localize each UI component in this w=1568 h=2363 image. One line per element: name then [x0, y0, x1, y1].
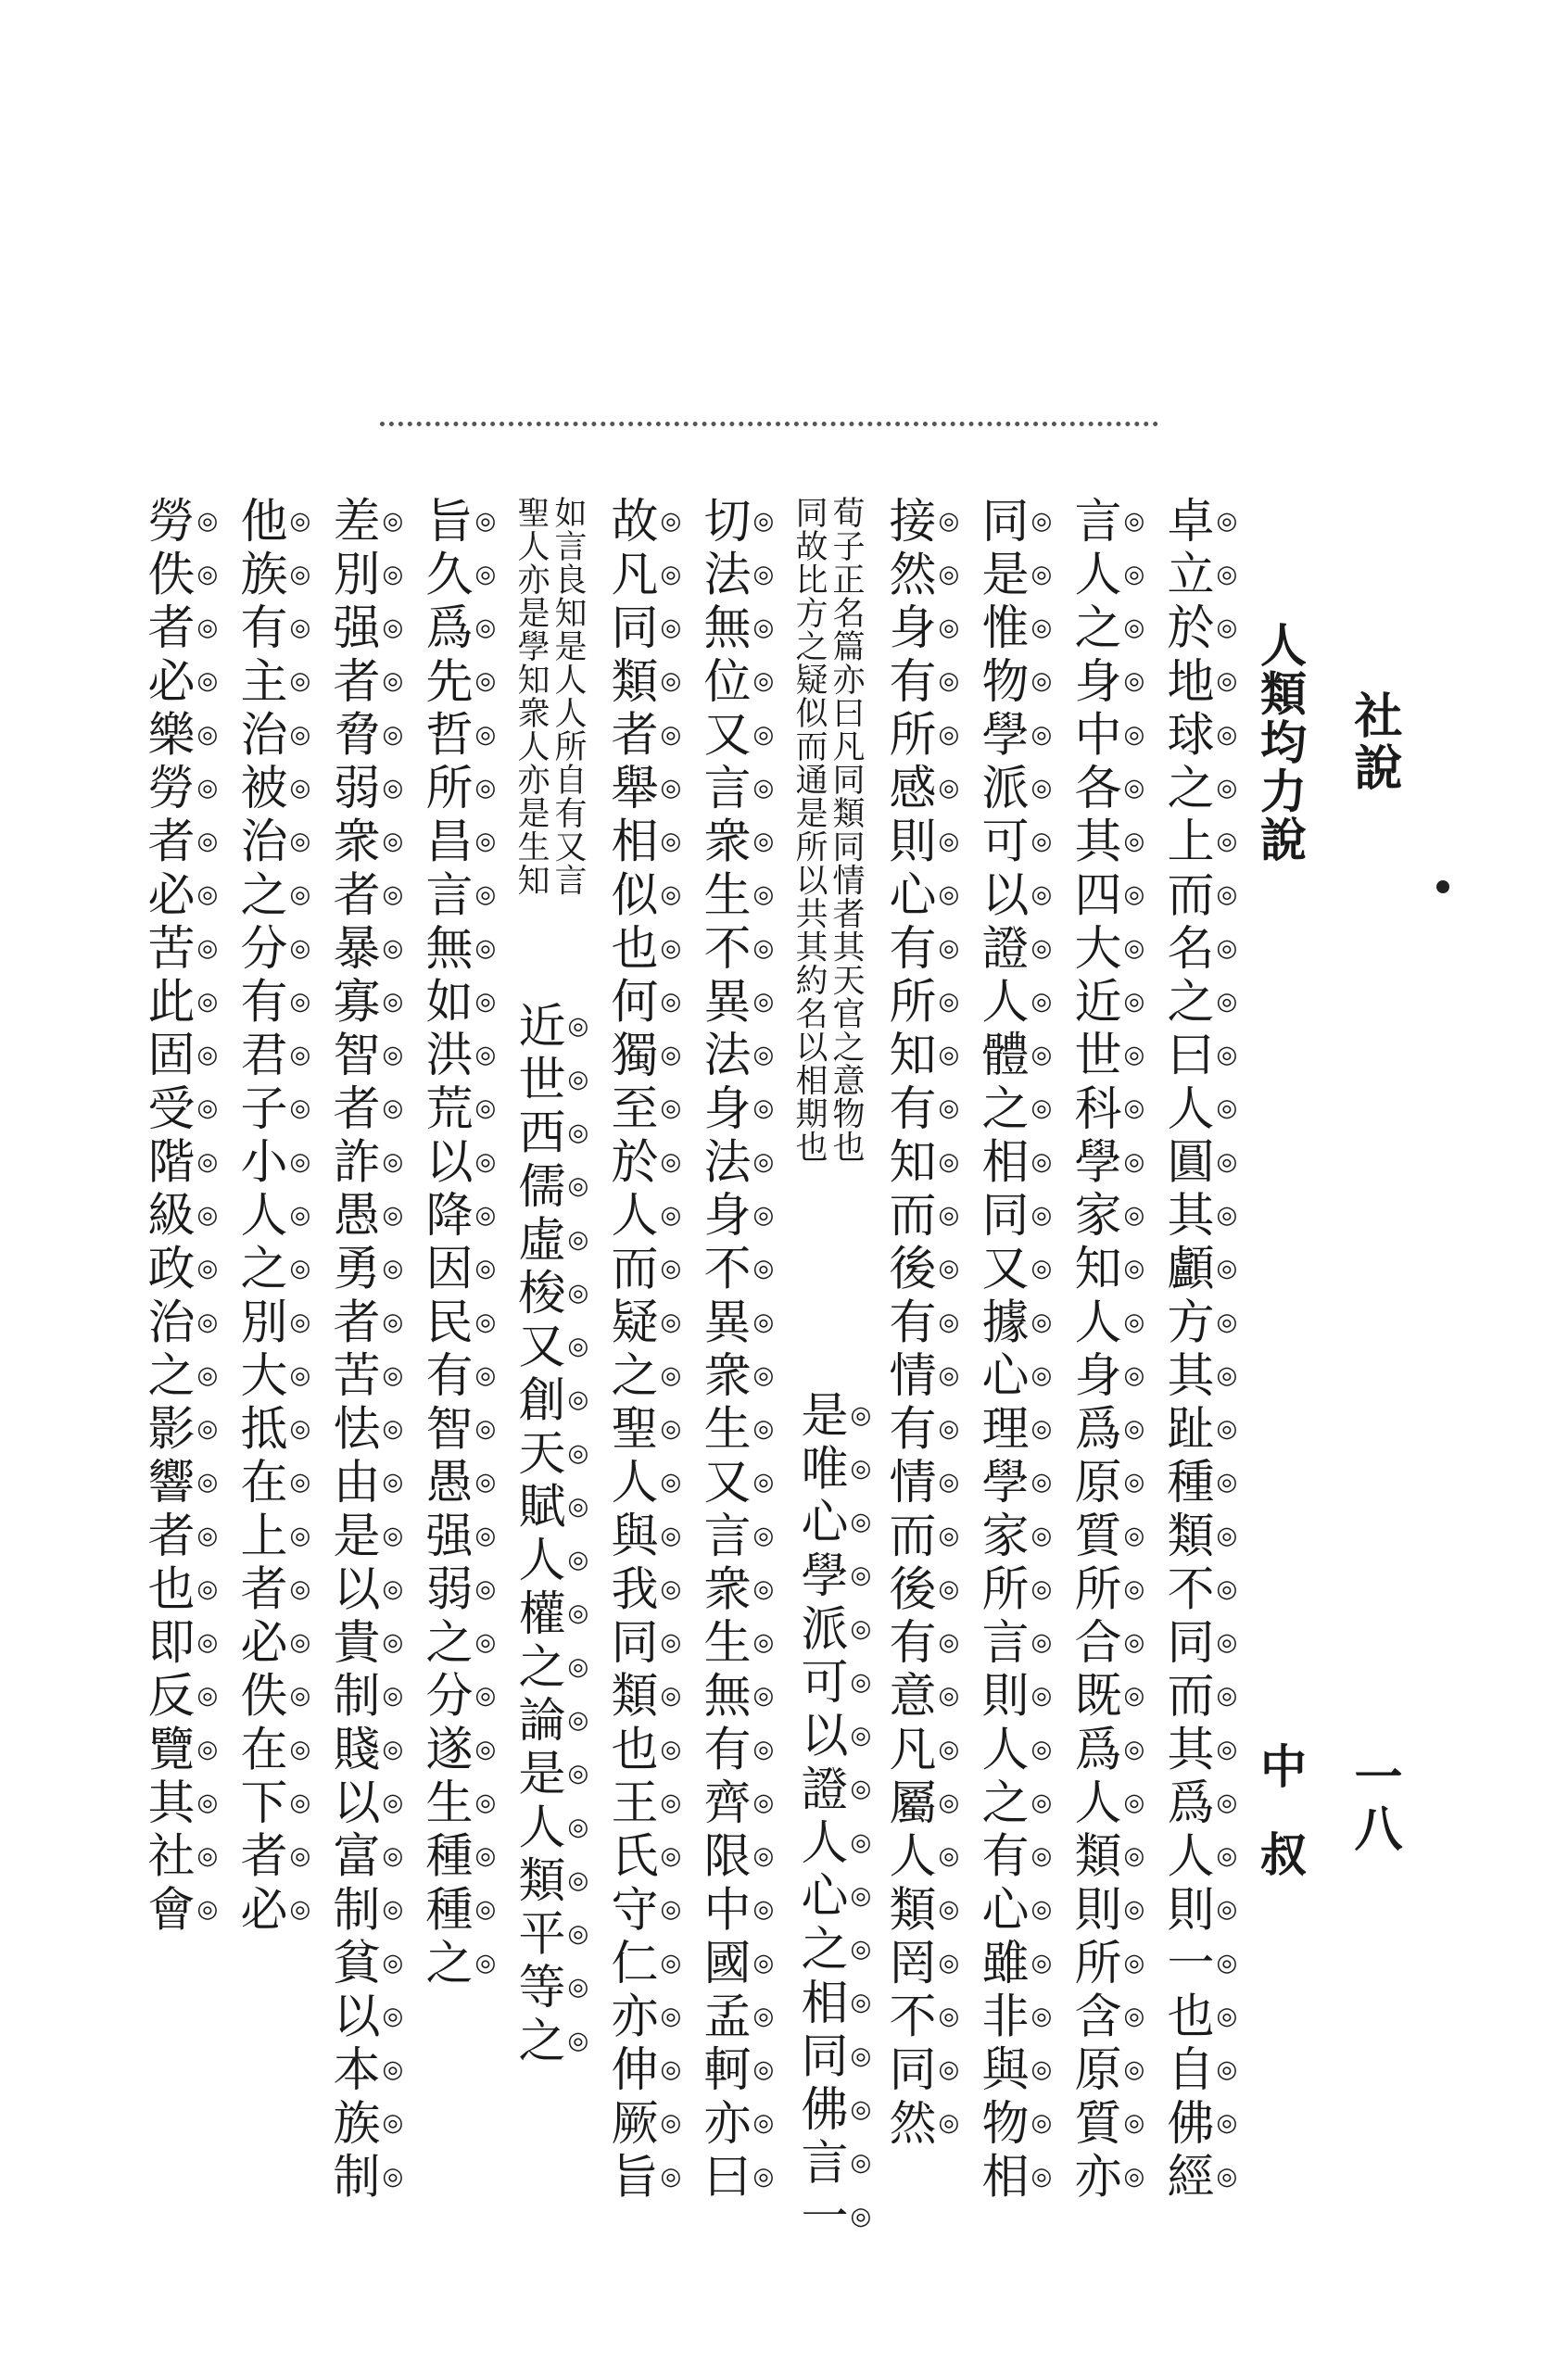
article-title: 人類均力說 [1253, 621, 1308, 865]
text-column: 切法無位又言衆生不異法身法身不異衆生又言衆生無有齊限中國孟軻亦曰 [695, 496, 750, 2205]
interlinear-note: 如言良知是人人所自有又言 [550, 496, 587, 897]
ink-dot [1436, 880, 1449, 893]
interlinear-note: 聖人亦是學知衆人亦是生知 [512, 496, 550, 897]
text-column: 差別强者脅弱衆者暴寡智者詐愚勇者苦怯由是以貴制賤以富制貧以本族制 [324, 496, 379, 2205]
text-column: 故凡同類者舉相似也何獨至於人而疑之聖人與我同類也王氏守仁亦伸厥旨 [602, 496, 657, 2205]
text-column: 勞佚者必樂勞者必苦此固受階級政治之影響者也即反覽其社會 [139, 496, 194, 1939]
interlinear-note: 荀子正名篇亦曰凡同類同情者其天官之意物也 [828, 496, 865, 1164]
text-column: 近世西儒虛梭又創天賦人權之論是人類平等之 [510, 1001, 564, 2069]
text-column: 言人之身中各其四大近世科學家知人身爲原質所合既爲人類則所含原質亦 [1066, 496, 1120, 2205]
text-column: 他族有主治被治之分有君子小人之別大抵在上者必佚在下者必 [232, 496, 286, 1939]
section-label: 社說 [1346, 690, 1402, 795]
interlinear-note: 同故比方之疑似而通是所以共其約名以相期也 [790, 496, 828, 1164]
header-rule [380, 422, 1158, 426]
author-name: 中叔 [1253, 1742, 1308, 1918]
text-column: 同是惟物學派可以證人體之相同又據心理學家所言則人之有心雖非與物相 [973, 496, 1028, 2205]
text-column: 是唯心學派可以證人心之相同佛言一 [792, 1390, 847, 2245]
text-column: 接然身有所感則心有所知有知而後有情有情而後有意凡屬人類罔不同然 [880, 496, 935, 2152]
text-column: 卓立於地球之上而名之曰人圓其顱方其趾種類不同而其爲人則一也自佛經 [1158, 496, 1213, 2205]
page-number: 一八 [1346, 1751, 1402, 1856]
text-column: 旨久爲先哲所昌言無如洪荒以降因民有智愚强弱之分遂生種種之 [417, 496, 472, 1991]
